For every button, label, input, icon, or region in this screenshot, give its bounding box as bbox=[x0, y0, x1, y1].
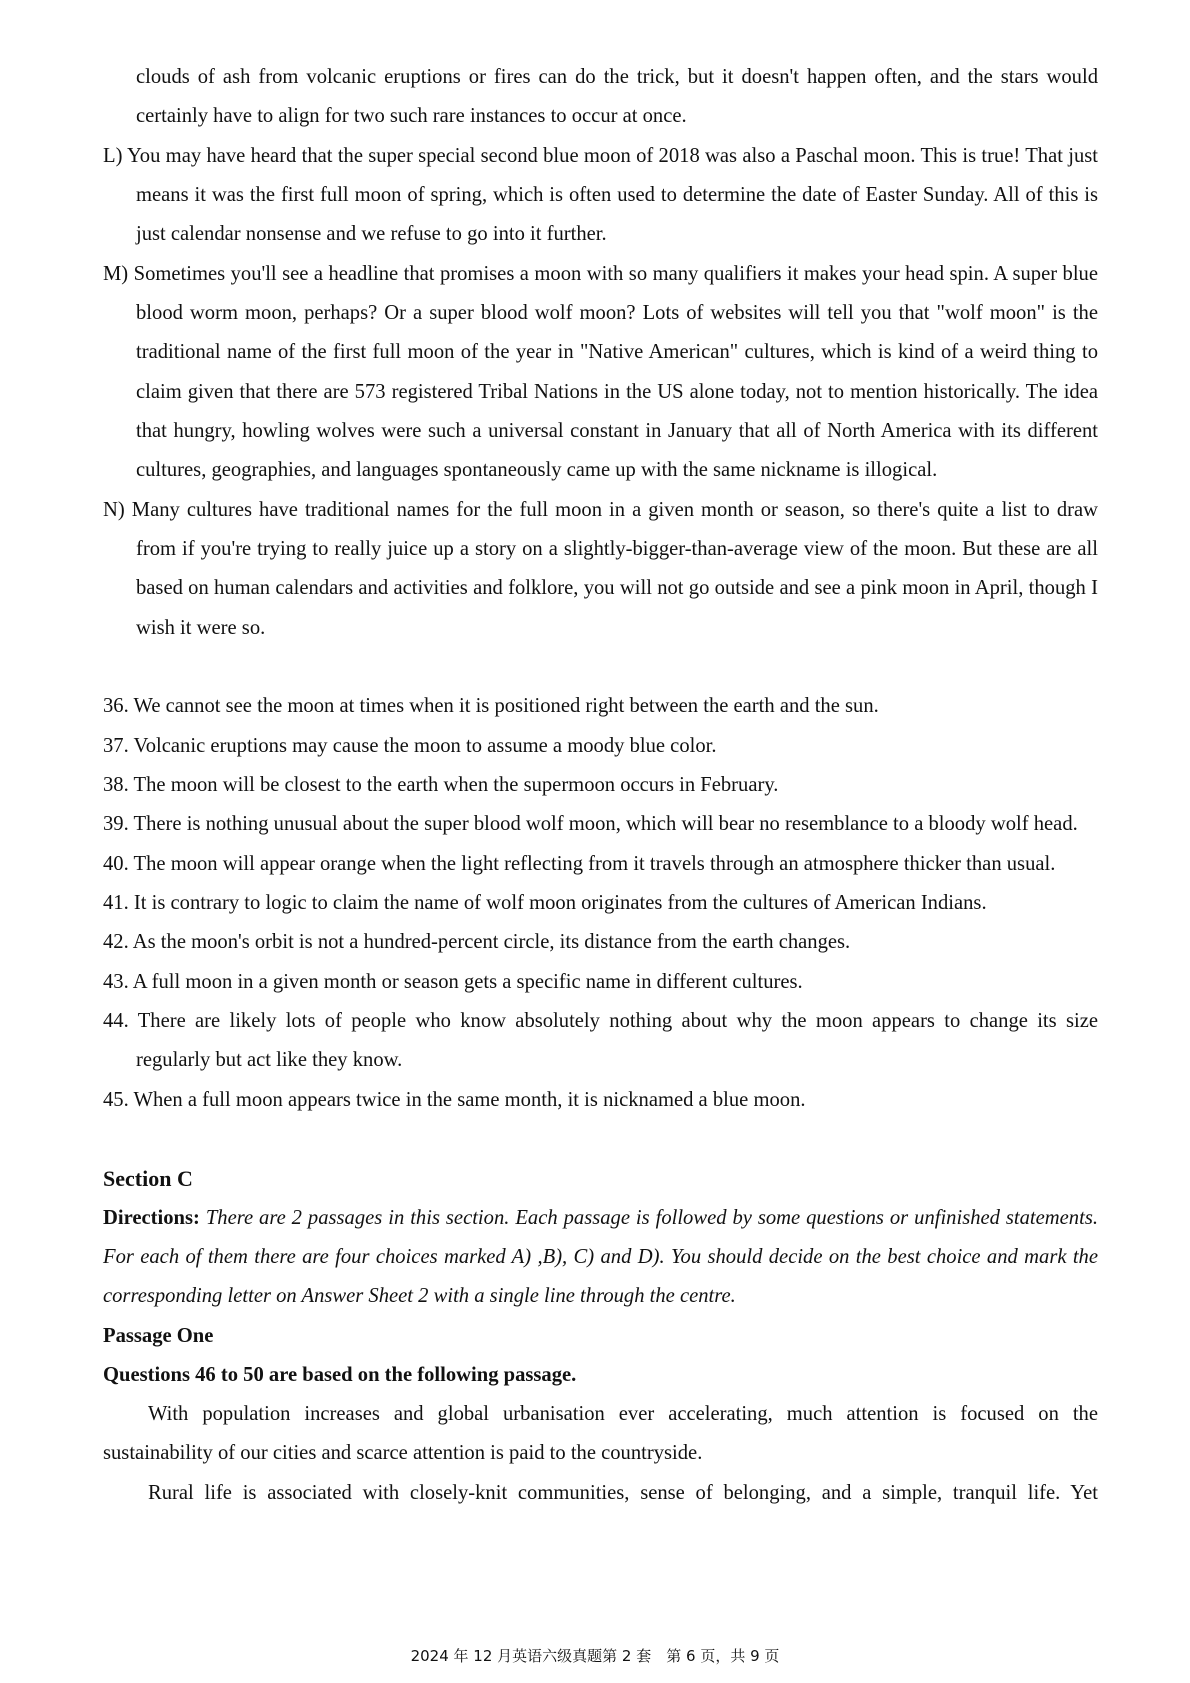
passage-paragraph: With population increases and global urbanisation ever accelerating, much attention is focused on the sustainability of our cities and scarce attention is paid to the countryside. bbox=[103, 1403, 1098, 1465]
question-text: There is nothing unusual about the super blood wolf moon, which will bear no resemblance to a bloody wolf head. bbox=[133, 813, 1078, 836]
paragraph-label: L) bbox=[103, 144, 123, 167]
document-page bbox=[103, 58, 1098, 1513]
directions bbox=[103, 1199, 1098, 1317]
question-text: A full moon in a given month or season gets a specific name in different cultures. bbox=[132, 970, 803, 993]
question-number: 45. bbox=[103, 1088, 129, 1111]
question-number: 37. bbox=[103, 734, 129, 757]
question-text: Volcanic eruptions may cause the moon to assume a moody blue color. bbox=[133, 734, 717, 757]
directions-text: There are 2 passages in this section. Each passage is followed by some questions or unfinished statements. For each of them there are four choices marked A) ,B), C) and D). You should decide on the best choice and mark the corresponding letter on Answer Sheet 2 with a single line through the centre. bbox=[103, 1206, 1098, 1308]
question-item bbox=[103, 805, 1098, 844]
question-number: 38. bbox=[103, 773, 129, 796]
passage-title: Passage One bbox=[103, 1324, 214, 1347]
directions-label: Directions: bbox=[103, 1206, 200, 1229]
paragraph-text: Many cultures have traditional names for the full moon in a given month or season, so there's quite a list to draw from if you're trying to really juice up a story on a slightly-bigger-than-average view of the moon. But these are all based on human calendars and activities and folklore, you will not go outside and see a pink moon in April, though I wish it were so. bbox=[131, 498, 1098, 639]
question-number: 40. bbox=[103, 852, 129, 875]
question-text: We cannot see the moon at times when it is positioned right between the earth and the sun. bbox=[133, 695, 879, 718]
question-text: As the moon's orbit is not a hundred-percent circle, its distance from the earth changes. bbox=[132, 931, 851, 954]
question-text: The moon will appear orange when the light reflecting from it travels through an atmosphere thicker than usual. bbox=[133, 852, 1056, 875]
question-item bbox=[103, 687, 1098, 726]
question-number: 36. bbox=[103, 695, 129, 718]
paragraph-n bbox=[103, 491, 1098, 648]
question-item bbox=[103, 884, 1098, 923]
question-number: 42. bbox=[103, 931, 129, 954]
question-item bbox=[103, 1002, 1098, 1081]
question-list bbox=[103, 687, 1098, 1120]
paragraph-m bbox=[103, 255, 1098, 491]
question-text: When a full moon appears twice in the same month, it is nicknamed a blue moon. bbox=[133, 1088, 806, 1111]
paragraph-label: M) bbox=[103, 262, 129, 285]
question-item bbox=[103, 766, 1098, 805]
question-number: 44. bbox=[103, 1009, 129, 1032]
question-text: There are likely lots of people who know absolutely nothing about why the moon appears to change its size regularly but act like they know. bbox=[136, 1009, 1099, 1072]
question-item bbox=[103, 845, 1098, 884]
passage-paragraph: Rural life is associated with closely-knit communities, sense of belonging, and a simple, tranquil life. Yet bbox=[148, 1481, 1098, 1504]
question-number: 39. bbox=[103, 813, 129, 836]
question-number: 41. bbox=[103, 891, 129, 914]
question-text: The moon will be closest to the earth when the supermoon occurs in February. bbox=[133, 773, 779, 796]
paragraph-text: You may have heard that the super special second blue moon of 2018 was also a Paschal moon. This is true! That just means it was the first full moon of spring, which is often used to determine the date of Easter Sunday. All of this is just calendar nonsense and we refuse to go into it further. bbox=[126, 144, 1098, 246]
continuation-paragraph: clouds of ash from volcanic eruptions or fires can do the trick, but it doesn't happen often, and the stars would certainly have to align for two such rare instances to occur at once. bbox=[136, 66, 1098, 128]
question-item bbox=[103, 923, 1098, 962]
paragraph-text: Sometimes you'll see a headline that promises a moon with so many qualifiers it makes your head spin. A super blue blood worm moon, perhaps? Or a super blood wolf moon? Lots of websites will tell you that "wolf moon" is the traditional name of the first full moon of the year in "Native American" cultures, which is kind of a weird thing to claim given that there are 573 registered Tribal Nations in the US alone today, not to mention historically. The idea that hungry, howling wolves were such a universal constant in January that all of North America with its different cultures, geographies, and languages spontaneously came up with the same nickname is illogical. bbox=[133, 262, 1098, 482]
page-footer: 2024 年 12 月英语六级真题第 2 套 第 6 页，共 9 页 bbox=[410, 1647, 780, 1665]
paragraph-label: N) bbox=[103, 498, 125, 521]
paragraph-l bbox=[103, 137, 1098, 255]
section-title: Section C bbox=[103, 1166, 193, 1192]
question-text: It is contrary to logic to claim the name of wolf moon originates from the cultures of American Indians. bbox=[133, 891, 987, 914]
question-item bbox=[103, 963, 1098, 1002]
question-number: 43. bbox=[103, 970, 129, 993]
question-item bbox=[103, 1081, 1098, 1120]
passage-intro: Questions 46 to 50 are based on the following passage. bbox=[103, 1363, 577, 1386]
question-item bbox=[103, 727, 1098, 766]
